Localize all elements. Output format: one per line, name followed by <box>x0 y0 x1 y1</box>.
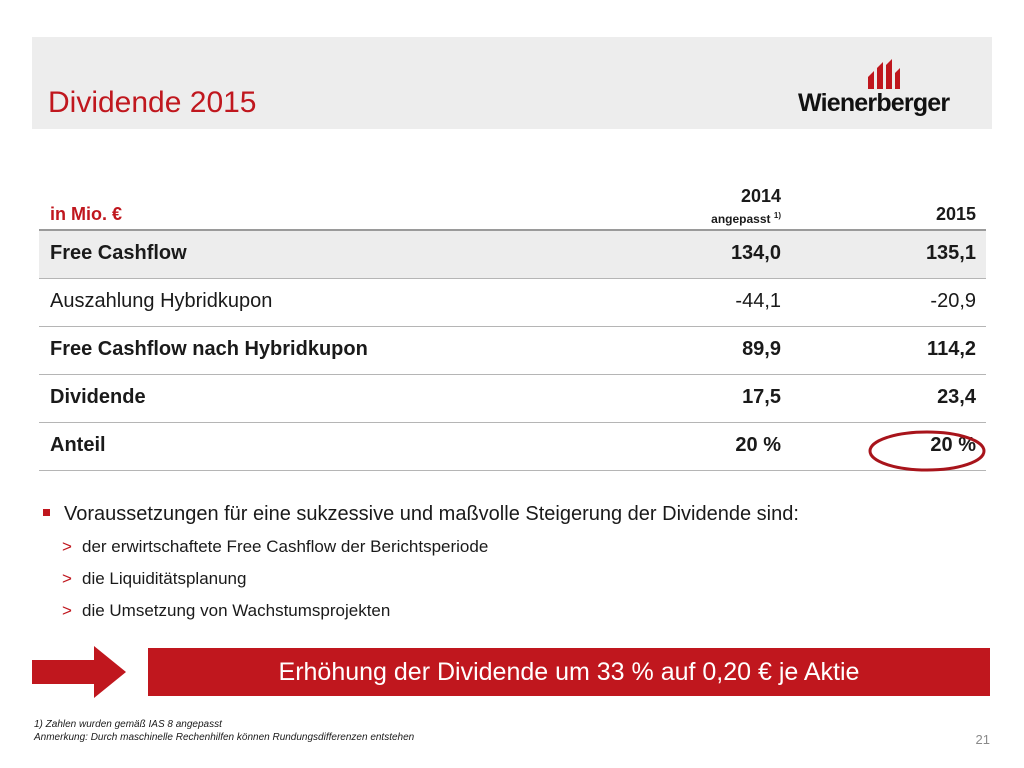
sub-bullet-text: der erwirtschaftete Free Cashflow der Berichtsperiode <box>82 537 489 556</box>
highlight-ellipse <box>866 429 988 473</box>
bullet-list <box>43 500 983 632</box>
column-2014-year: 2014 <box>740 186 781 206</box>
chevron-right-icon: > <box>62 601 72 620</box>
slide-header <box>32 37 992 129</box>
value-2014: 17,5 <box>742 386 781 408</box>
arrow-right-icon <box>32 646 126 698</box>
wienerberger-logo <box>798 59 984 119</box>
value-2015: 23,4 <box>937 386 976 408</box>
value-2015: 20 % <box>930 434 976 456</box>
footnote-ref: 1) <box>773 211 781 220</box>
footnotes <box>34 718 414 744</box>
value-2014: 89,9 <box>742 338 781 360</box>
table-row <box>39 375 986 423</box>
square-bullet-icon <box>43 509 50 516</box>
column-header-2015: 2015 <box>935 204 976 224</box>
logo-wordmark: Wienerberger <box>798 89 950 117</box>
dividend-table <box>39 185 986 471</box>
footnote-1: 1) Zahlen wurden gemäß IAS 8 angepasst <box>34 719 222 730</box>
conclusion-banner: Erhöhung der Dividende um 33 % auf 0,20 € je Aktie <box>148 648 990 696</box>
table-row <box>39 231 986 279</box>
page-number: 21 <box>975 732 990 747</box>
footnote-remark: Anmerkung: Durch maschinelle Rechenhilfen können Rundungsdifferenzen entstehen <box>34 732 415 743</box>
table-header <box>39 185 986 231</box>
table-row <box>39 279 986 327</box>
chevron-right-icon: > <box>62 537 72 556</box>
table-row <box>39 423 986 471</box>
sub-bullet-item <box>43 568 983 590</box>
value-2014: 20 % <box>735 434 781 456</box>
bullet-text: Voraussetzungen für eine sukzessive und maßvolle Steigerung der Dividende sind: <box>64 503 799 525</box>
value-2015: 114,2 <box>927 338 976 360</box>
column-header-2014 <box>711 185 781 226</box>
unit-label: in Mio. € <box>50 204 122 224</box>
sub-bullet-list <box>43 536 983 622</box>
chevron-right-icon: > <box>62 569 72 588</box>
row-label: Dividende <box>50 386 146 408</box>
table-row <box>39 327 986 375</box>
row-label: Auszahlung Hybridkupon <box>50 290 273 312</box>
sub-bullet-text: die Umsetzung von Wachstumsprojekten <box>82 601 391 620</box>
column-2014-note <box>711 209 781 226</box>
column-2014-note-text: angepasst <box>711 212 771 226</box>
row-label: Anteil <box>50 434 106 456</box>
value-2015: -20,9 <box>930 290 976 312</box>
value-2014: 134,0 <box>730 242 781 264</box>
row-label: Free Cashflow nach Hybridkupon <box>50 338 368 360</box>
row-label: Free Cashflow <box>50 242 187 264</box>
sub-bullet-item <box>43 536 983 558</box>
sub-bullet-item <box>43 600 983 622</box>
page-title: Dividende 2015 <box>48 86 257 119</box>
brick-roof-icon <box>868 59 900 89</box>
bullet-item <box>43 500 983 528</box>
sub-bullet-text: die Liquiditätsplanung <box>82 569 247 588</box>
value-2014: -44,1 <box>735 290 781 312</box>
value-2015: 135,1 <box>925 242 976 264</box>
